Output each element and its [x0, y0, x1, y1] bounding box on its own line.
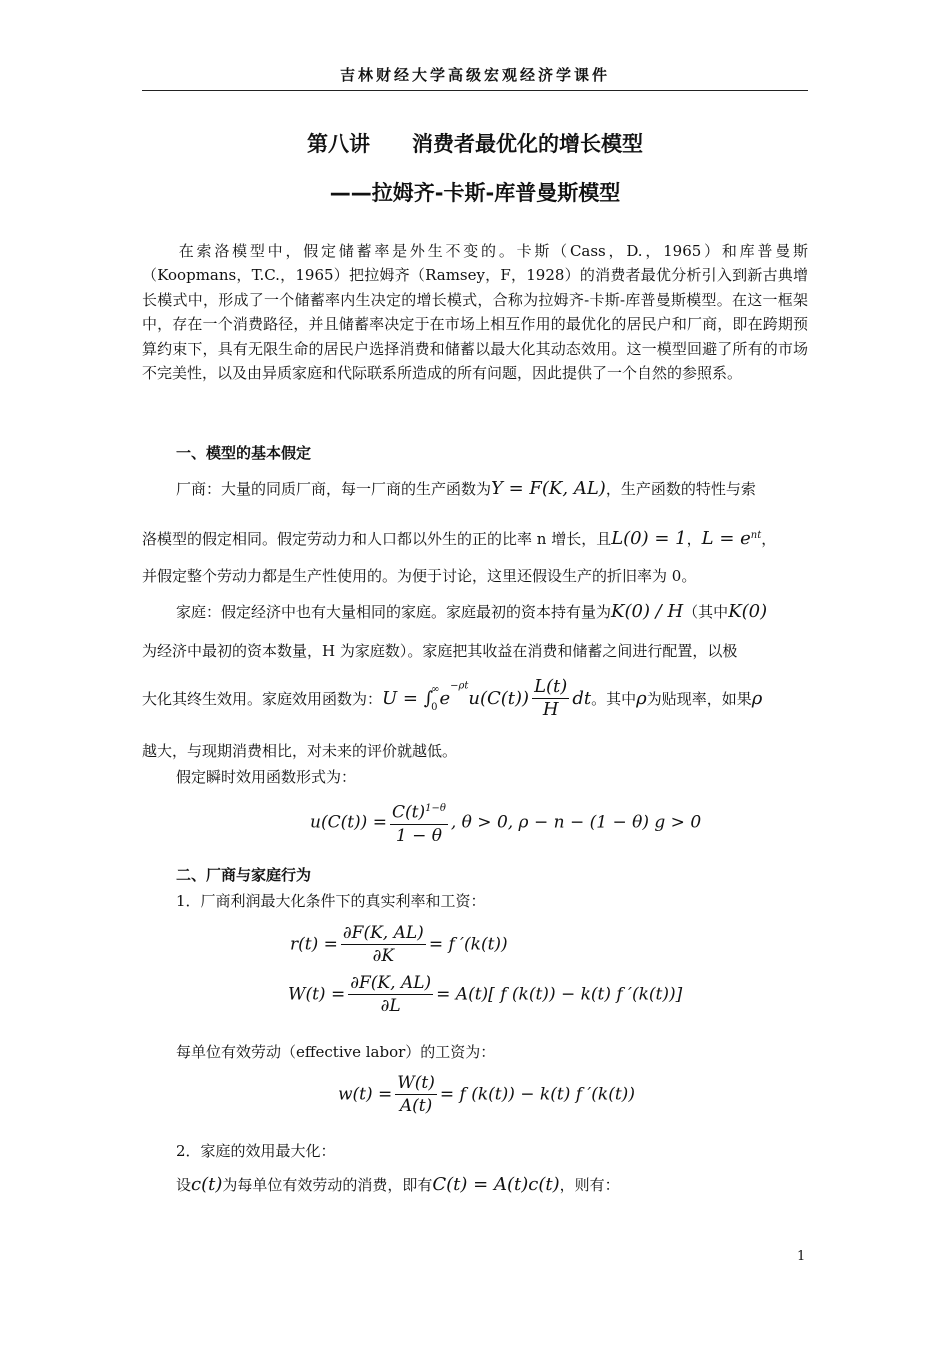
integral-dt: dt	[572, 688, 592, 709]
firm-line-2	[142, 528, 776, 549]
household-line-2: 为经济中最初的资本数量，H 为家庭数）。家庭把其收益在消费和储蓄之间进行配置，以极	[142, 642, 738, 660]
ew-denominator: A(t)	[399, 1096, 433, 1116]
c-per-effective-labor: c(t)	[191, 1174, 223, 1195]
page-header: 吉林财经大学高级宏观经济学课件	[339, 66, 610, 84]
initial-capital-k0: K(0)	[728, 601, 768, 622]
integral-upper-limit: ∞	[431, 683, 440, 695]
item-2-heading: 2．家庭的效用最大化：	[176, 1142, 336, 1160]
firm2-text-b: ，	[761, 530, 777, 548]
household-line-3	[142, 676, 762, 721]
w-denominator: ∂L	[380, 996, 401, 1016]
population-denominator: H	[542, 699, 559, 720]
effective-wage-equation	[338, 1072, 635, 1117]
production-function: Y = F(K, AL)	[491, 478, 606, 499]
hh3-text-c: 为贴现率，如果	[646, 690, 752, 708]
hh3-text-a: 大化其终生效用。家庭效用函数为：	[142, 690, 383, 708]
firm-text-b: ，生产函数的特性与索	[605, 480, 756, 498]
household-line-1	[176, 601, 767, 622]
page-number: 1	[797, 1249, 806, 1264]
labor-growth-eq: L = e	[701, 528, 751, 549]
lecture-number: 第八讲	[307, 132, 370, 156]
labor-growth-exponent: nt	[750, 530, 762, 541]
ew-rhs: = f (k(t)) − k(t) f ′(k(t))	[439, 1084, 635, 1105]
utility-intro: 假定瞬时效用函数形式为：	[176, 768, 357, 786]
discount-exponent: −ρt	[450, 680, 469, 692]
intro-text: 在索洛模型中，假定储蓄率是外生不变的。卡斯（Cass，D.，1965）和库普曼斯（Koopmans，T.C.，1965）把拉姆齐（Ramsey，F，1928）的消费者最优分析引入到新古典增长模式中，形成了一个储蓄率内生决定的增长模式，合称为拉姆齐-卡斯-库普曼斯模型。在这一框架中，存在一个消费路径，并且储蓄率决定于在市场上相互作用的最优化的居民户和厂商，即在跨期预算约束下，具有无限生命的居民户选择消费和储蓄以最大化其动态效用。这一模型回避了所有的市场不完美性，以及由异质家庭和代际联系所造成的所有问题，因此提供了一个自然的参照系。	[142, 242, 808, 383]
firm-line-3: 并假定整个劳动力都是生产性使用的。为便于讨论，这里还假设生产的折旧率为 0。	[142, 567, 697, 585]
section-2-heading: 二、厂商与家庭行为	[176, 866, 312, 884]
ew-fraction	[395, 1072, 437, 1117]
firm2-text-a: 洛模型的假定相同。假定劳动力和人口都以外生的正的比率 n 增长，且	[142, 530, 612, 548]
consumption-line	[176, 1174, 620, 1195]
c-text-a: 设	[176, 1176, 192, 1194]
hh-text-b: （其中	[683, 603, 729, 621]
c-text-b: 为每单位有效劳动的消费，即有	[222, 1176, 433, 1194]
ew-numerator: W(t)	[397, 1073, 435, 1093]
household-line-4: 越大，与现期消费相比，对未来的评价就越低。	[142, 742, 458, 760]
r-denominator: ∂K	[372, 946, 395, 966]
population-fraction	[532, 676, 569, 721]
utility-conditions: , θ > 0, ρ − n − (1 − θ) g > 0	[450, 812, 702, 833]
header-rule	[142, 90, 808, 91]
item-1-heading: 1．厂商利润最大化条件下的真实利率和工资：	[176, 892, 486, 910]
hh3-text-b: 。其中	[591, 690, 637, 708]
interest-rate-equation	[290, 922, 508, 967]
consumption-identity: C(t) = A(t)c(t)	[432, 1174, 560, 1195]
w-numerator: ∂F(K, AL)	[350, 973, 432, 993]
r-lhs: r(t) =	[290, 934, 338, 955]
c-text-c: ，则有：	[559, 1176, 620, 1194]
w-lhs: W(t) =	[288, 984, 346, 1005]
utility-fraction	[390, 798, 448, 847]
initial-capital-eq: K(0) / H	[611, 601, 684, 622]
section-1-heading: 一、模型的基本假定	[176, 444, 312, 462]
intro-paragraph	[142, 239, 808, 385]
utility-integral: U = ∫	[382, 688, 434, 709]
utility-numerator	[390, 798, 448, 825]
r-fraction	[341, 922, 426, 967]
firm2-sep: ，	[686, 530, 702, 548]
utility-function-equation	[310, 798, 701, 847]
firm-text-a: 厂商：大量的同质厂商，每一厂商的生产函数为	[176, 480, 492, 498]
utility-lhs: u(C(t)) =	[310, 812, 387, 833]
integral-lower-limit: 0	[431, 701, 438, 713]
r-rhs: = f ′(k(t))	[428, 934, 508, 955]
lecture-main-title: 消费者最优化的增长模型	[412, 132, 643, 156]
firm-line-1	[176, 478, 756, 499]
utility-num-base: C(t)	[391, 802, 426, 823]
population-numerator: L(t)	[534, 676, 568, 697]
r-numerator: ∂F(K, AL)	[342, 923, 424, 943]
effective-labor-text: 每单位有效劳动（effective labor）的工资为：	[176, 1043, 496, 1061]
labor-initial-eq: L(0) = 1	[611, 528, 687, 549]
ew-lhs: w(t) =	[338, 1084, 393, 1105]
lecture-subtitle: ——拉姆齐-卡斯-库普曼斯模型	[329, 181, 621, 205]
hh-text-a: 家庭：假定经济中也有大量相同的家庭。家庭最初的资本持有量为	[176, 603, 612, 621]
rho-symbol-2: ρ	[751, 688, 763, 709]
utility-term: u(C(t))	[468, 688, 530, 709]
w-rhs: = A(t)[ f (k(t)) − k(t) f ′(k(t))]	[436, 984, 683, 1005]
wage-equation	[288, 972, 682, 1017]
lecture-title	[142, 128, 808, 158]
exp-base: e	[439, 688, 451, 709]
utility-num-exponent: 1−θ	[425, 803, 446, 814]
rho-symbol: ρ	[636, 688, 647, 709]
utility-denominator: 1 − θ	[395, 825, 442, 846]
w-fraction	[348, 972, 433, 1017]
